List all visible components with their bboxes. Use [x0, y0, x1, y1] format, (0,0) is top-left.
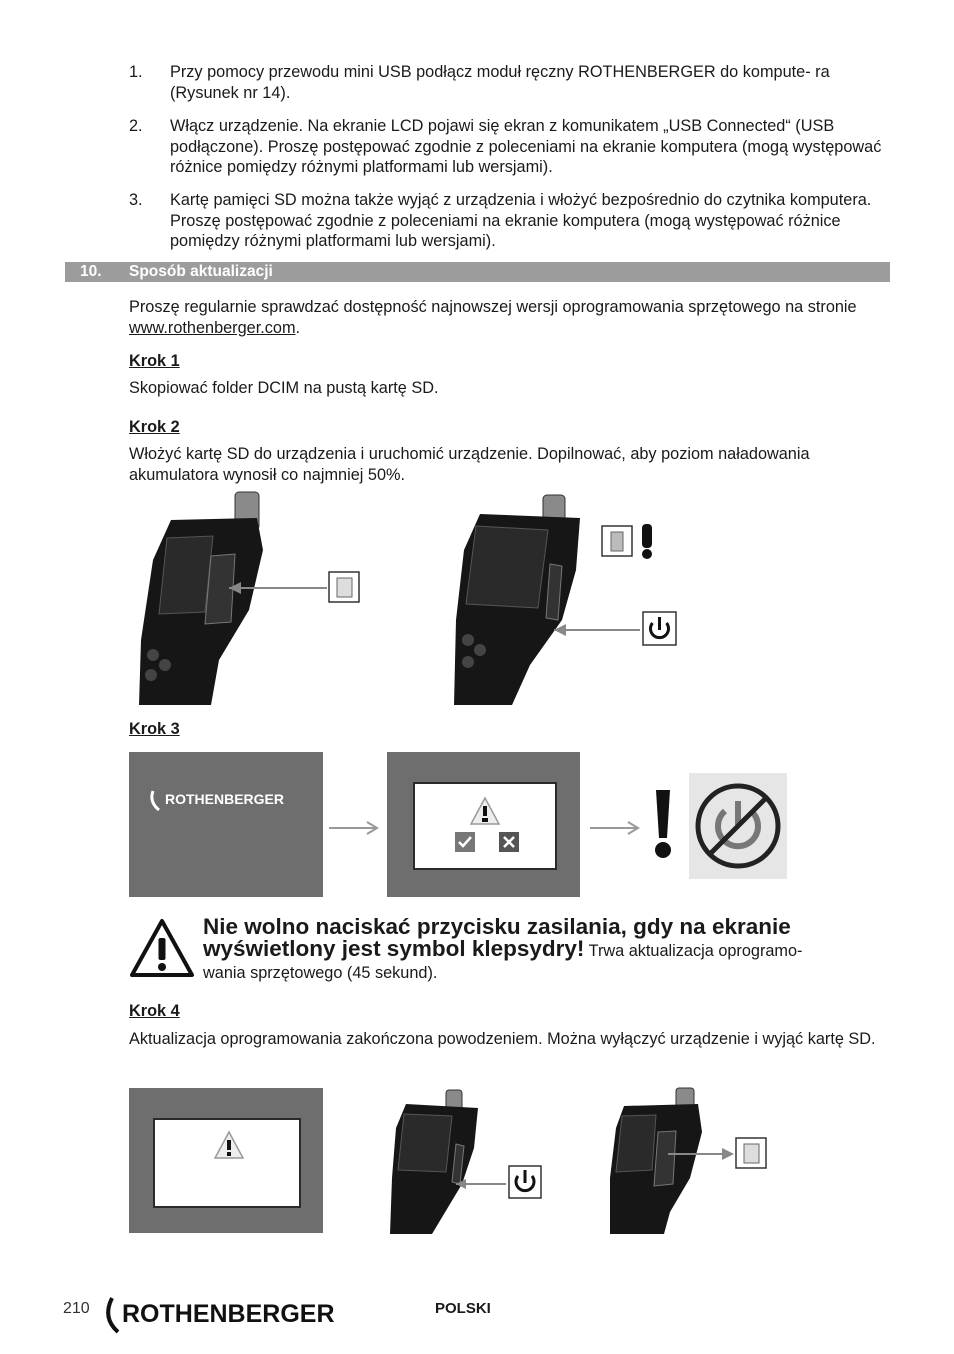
- warning-triangle-icon: [213, 1130, 245, 1160]
- warning-triangle-icon: [129, 918, 195, 978]
- intro-end: .: [295, 318, 301, 337]
- update-screen: [387, 752, 580, 897]
- arrow-right-icon: [590, 820, 640, 836]
- svg-text:ROTHENBERGER: ROTHENBERGER: [122, 1300, 335, 1328]
- section-number: 10.: [80, 263, 102, 280]
- power-icon: [643, 612, 676, 645]
- exclamation-icon: [642, 524, 652, 559]
- warning-continuation: wania sprzętowego (45 sekund).: [203, 964, 438, 982]
- no-power-icon: [689, 773, 787, 879]
- warning-text: [203, 916, 893, 962]
- step-1-text: Skopiować folder DCIM na pustą kartę SD.: [129, 379, 439, 397]
- website-link[interactable]: www.rothenberger.com: [129, 318, 296, 337]
- brand-logo: [149, 788, 309, 812]
- device-sd-insert-illustration: [139, 490, 369, 705]
- step-4-text: Aktualizacja oprogramowania zakończona powodzeniem. Można wyłączyć urządzenie i wyjąć kartę SD.: [129, 1030, 876, 1048]
- update-dialog: [413, 782, 557, 870]
- checkmark-icon: [455, 832, 475, 852]
- section-header: [65, 262, 890, 282]
- step-2-text: Włożyć kartę SD do urządzenia i uruchomić urządzenie. Dopilnować, aby poziom naładowania akumulatora wynosił co najmniej 50%.: [129, 445, 810, 484]
- section-title: Sposób aktualizacji: [129, 263, 273, 280]
- warning-normal: Trwa aktualizacja oprogramo-: [584, 942, 803, 960]
- complete-screen: [129, 1088, 323, 1233]
- footer-brand-logo: [102, 1294, 348, 1336]
- intro-text: Proszę regularnie sprawdzać dostępność najnowszej wersji oprogramowania sprzętowego na stronie: [129, 298, 857, 316]
- sd-card-icon: [736, 1138, 766, 1168]
- power-icon: [509, 1166, 541, 1198]
- battery-icon: [602, 526, 632, 556]
- step-1-label: Krok 1: [129, 352, 180, 370]
- list-text: Włącz urządzenie. Na ekranie LCD pojawi się ekran z komunikatem „USB Connected“ (USB podłączone). Proszę postępować zgodnie z poleceniami na ekranie komputera (mogą występować różnice pomiędzy różnymi platformami lub wersjami).: [170, 117, 882, 176]
- device-sd-remove-illustration: [608, 1088, 768, 1234]
- warning-bold: Nie wolno naciskać przycisku zasilania, gdy na ekranie wyświetlony jest symbol klepsydry!: [203, 914, 791, 961]
- svg-text:ROTHENBERGER: ROTHENBERGER: [165, 791, 285, 807]
- intro-paragraph: [129, 297, 891, 338]
- list-number: 2.: [129, 117, 143, 135]
- list-text: Kartę pamięci SD można także wyjąć z urządzenia i włożyć bezpośrednio do czytnika komputera. Proszę postępować zgodnie z poleceniami na ekranie komputera (mogą występować różnice pomiędzy różnymi platformami lub wersjami).: [170, 191, 872, 250]
- step-2-label: Krok 2: [129, 418, 180, 436]
- page-number: 210: [63, 1300, 90, 1317]
- sd-card-icon: [329, 572, 359, 602]
- step-4-label: Krok 4: [129, 1002, 180, 1020]
- device-power-on-illustration: [450, 490, 690, 705]
- language-label: POLSKI: [435, 1300, 491, 1317]
- exclamation-icon: [652, 790, 674, 860]
- close-icon: [499, 832, 519, 852]
- boot-screen: [129, 752, 323, 897]
- list-number: 3.: [129, 191, 143, 209]
- complete-dialog: [153, 1118, 301, 1208]
- list-text: Przy pomocy przewodu mini USB podłącz moduł ręczny ROTHENBERGER do kompute- ra (Rysunek nr 14).: [170, 63, 830, 102]
- list-number: 1.: [129, 63, 143, 81]
- hourglass-warning-icon: [469, 796, 501, 826]
- device-power-off-illustration: [388, 1088, 548, 1234]
- step-3-label: Krok 3: [129, 720, 180, 738]
- arrow-right-icon: [329, 820, 379, 836]
